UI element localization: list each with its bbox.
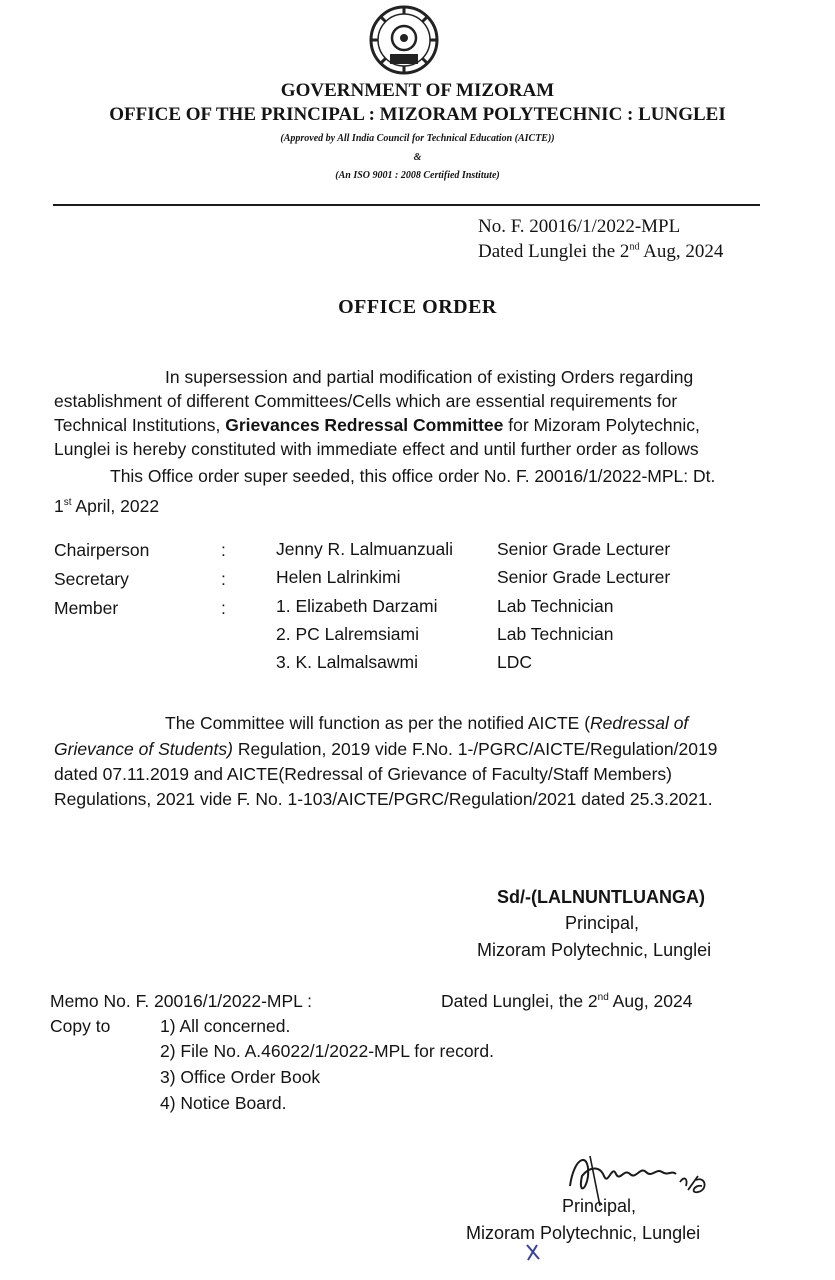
para1-line3-b: for Mizoram Polytechnic, [503,415,700,435]
handwritten-mark [525,1243,541,1261]
memo-date [441,991,692,1012]
institution-emblem [368,4,440,78]
memo-date-suffix: Aug, 2024 [608,991,693,1011]
committee-designation: Lab Technician [497,596,614,616]
committee-designation: Lab Technician [497,624,614,644]
committee-colon: : [221,540,226,560]
para2-line3: dated 07.11.2019 and AICTE(Redressal of Grievance of Faculty/Staff Members) [54,764,673,784]
memo-number: Memo No. F. 20016/1/2022-MPL : [50,991,312,1011]
memo-date-prefix: Dated Lunglei, the 2 [441,991,598,1011]
copy-list-item: 1) All concerned. [160,1016,291,1036]
committee-name: Jenny R. Lalmuanzuali [276,539,454,559]
para1-line5: This Office order super seeded, this office order No. F. 20016/1/2022-MPL: Dt. [110,466,716,486]
committee-designation: Senior Grade Lecturer [497,539,671,559]
reference-date [478,241,723,263]
signatory2-institution: Mizoram Polytechnic, Lunglei [466,1223,701,1243]
header-government: GOVERNMENT OF MIZORAM [280,80,555,101]
committee-role: Chairperson [54,540,150,560]
copy-list-item: 2) File No. A.46022/1/2022-MPL for record. [160,1041,494,1061]
header-ampersand: & [413,152,422,163]
para2-line1-a: The Committee will function as per the notified AICTE ( [165,713,591,733]
copy-list-item: 3) Office Order Book [160,1067,321,1087]
signatory-designation: Principal, [565,913,640,933]
para1-line6-suffix: April, 2022 [71,495,160,516]
para1-line1: In supersession and partial modification of existing Orders regarding [165,367,694,387]
committee-designation: Senior Grade Lecturer [497,567,671,587]
para1-line4: Lunglei is hereby constituted with immediate effect and until further order as follows [54,439,699,459]
committee-name: 2. PC Lalremsiami [276,624,419,644]
signatory2-designation: Principal, [562,1196,637,1216]
memo-date-sup: nd [597,992,609,1004]
committee-colon: : [221,569,226,589]
para2-line1-italic: Redressal of [590,713,689,733]
reference-date-suffix: Aug, 2024 [639,241,724,262]
committee-role: Secretary [54,569,129,589]
reference-date-sup: nd [629,241,640,253]
committee-designation: LDC [497,652,533,672]
para1-line6-sup: st [63,497,72,508]
para1-line6 [54,490,159,519]
para1-line6-prefix: 1 [54,495,64,516]
para2-line2-b: Regulation, 2019 vide F.No. 1-/PGRC/AICTE/Regulation/2019 [232,739,718,759]
para2-line2-italic: Grievance of Students) [54,739,233,759]
para1-line2: establishment of different Committees/Cells which are essential requirements for [54,391,678,411]
reference-date-prefix: Dated Lunglei the 2 [478,241,630,262]
signatory-institution: Mizoram Polytechnic, Lunglei [477,940,712,960]
copy-list-item: 4) Notice Board. [160,1093,287,1113]
para2-line2 [54,737,717,762]
header-divider [53,204,760,206]
signatory-name: Sd/-(LALNUNTLUANGA) [497,887,705,907]
header-approved: (Approved by All India Council for Technical Education (AICTE)) [280,133,555,144]
committee-colon: : [221,598,226,618]
header-office: OFFICE OF THE PRINCIPAL : MIZORAM POLYTECHNIC : LUNGLEI [109,104,726,125]
committee-name: Helen Lalrinkimi [276,567,401,587]
para2-line4: Regulations, 2021 vide F. No. 1-103/AICTE/PGRC/Regulation/2021 dated 25.3.2021. [54,789,713,809]
committee-name-bold: Grievances Redressal Committee [225,415,504,435]
memo-copy-to-label: Copy to [50,1016,111,1036]
order-title: OFFICE ORDER [338,296,497,318]
committee-name: 3. K. Lalmalsawmi [276,652,418,672]
committee-name: 1. Elizabeth Darzami [276,596,438,616]
para2-line1 [165,711,688,736]
para1-line3 [54,413,700,438]
reference-number: No. F. 20016/1/2022-MPL [478,216,681,237]
committee-role: Member [54,598,119,618]
header-iso: (An ISO 9001 : 2008 Certified Institute) [335,170,500,181]
para1-line3-a: Technical Institutions, [54,415,226,435]
